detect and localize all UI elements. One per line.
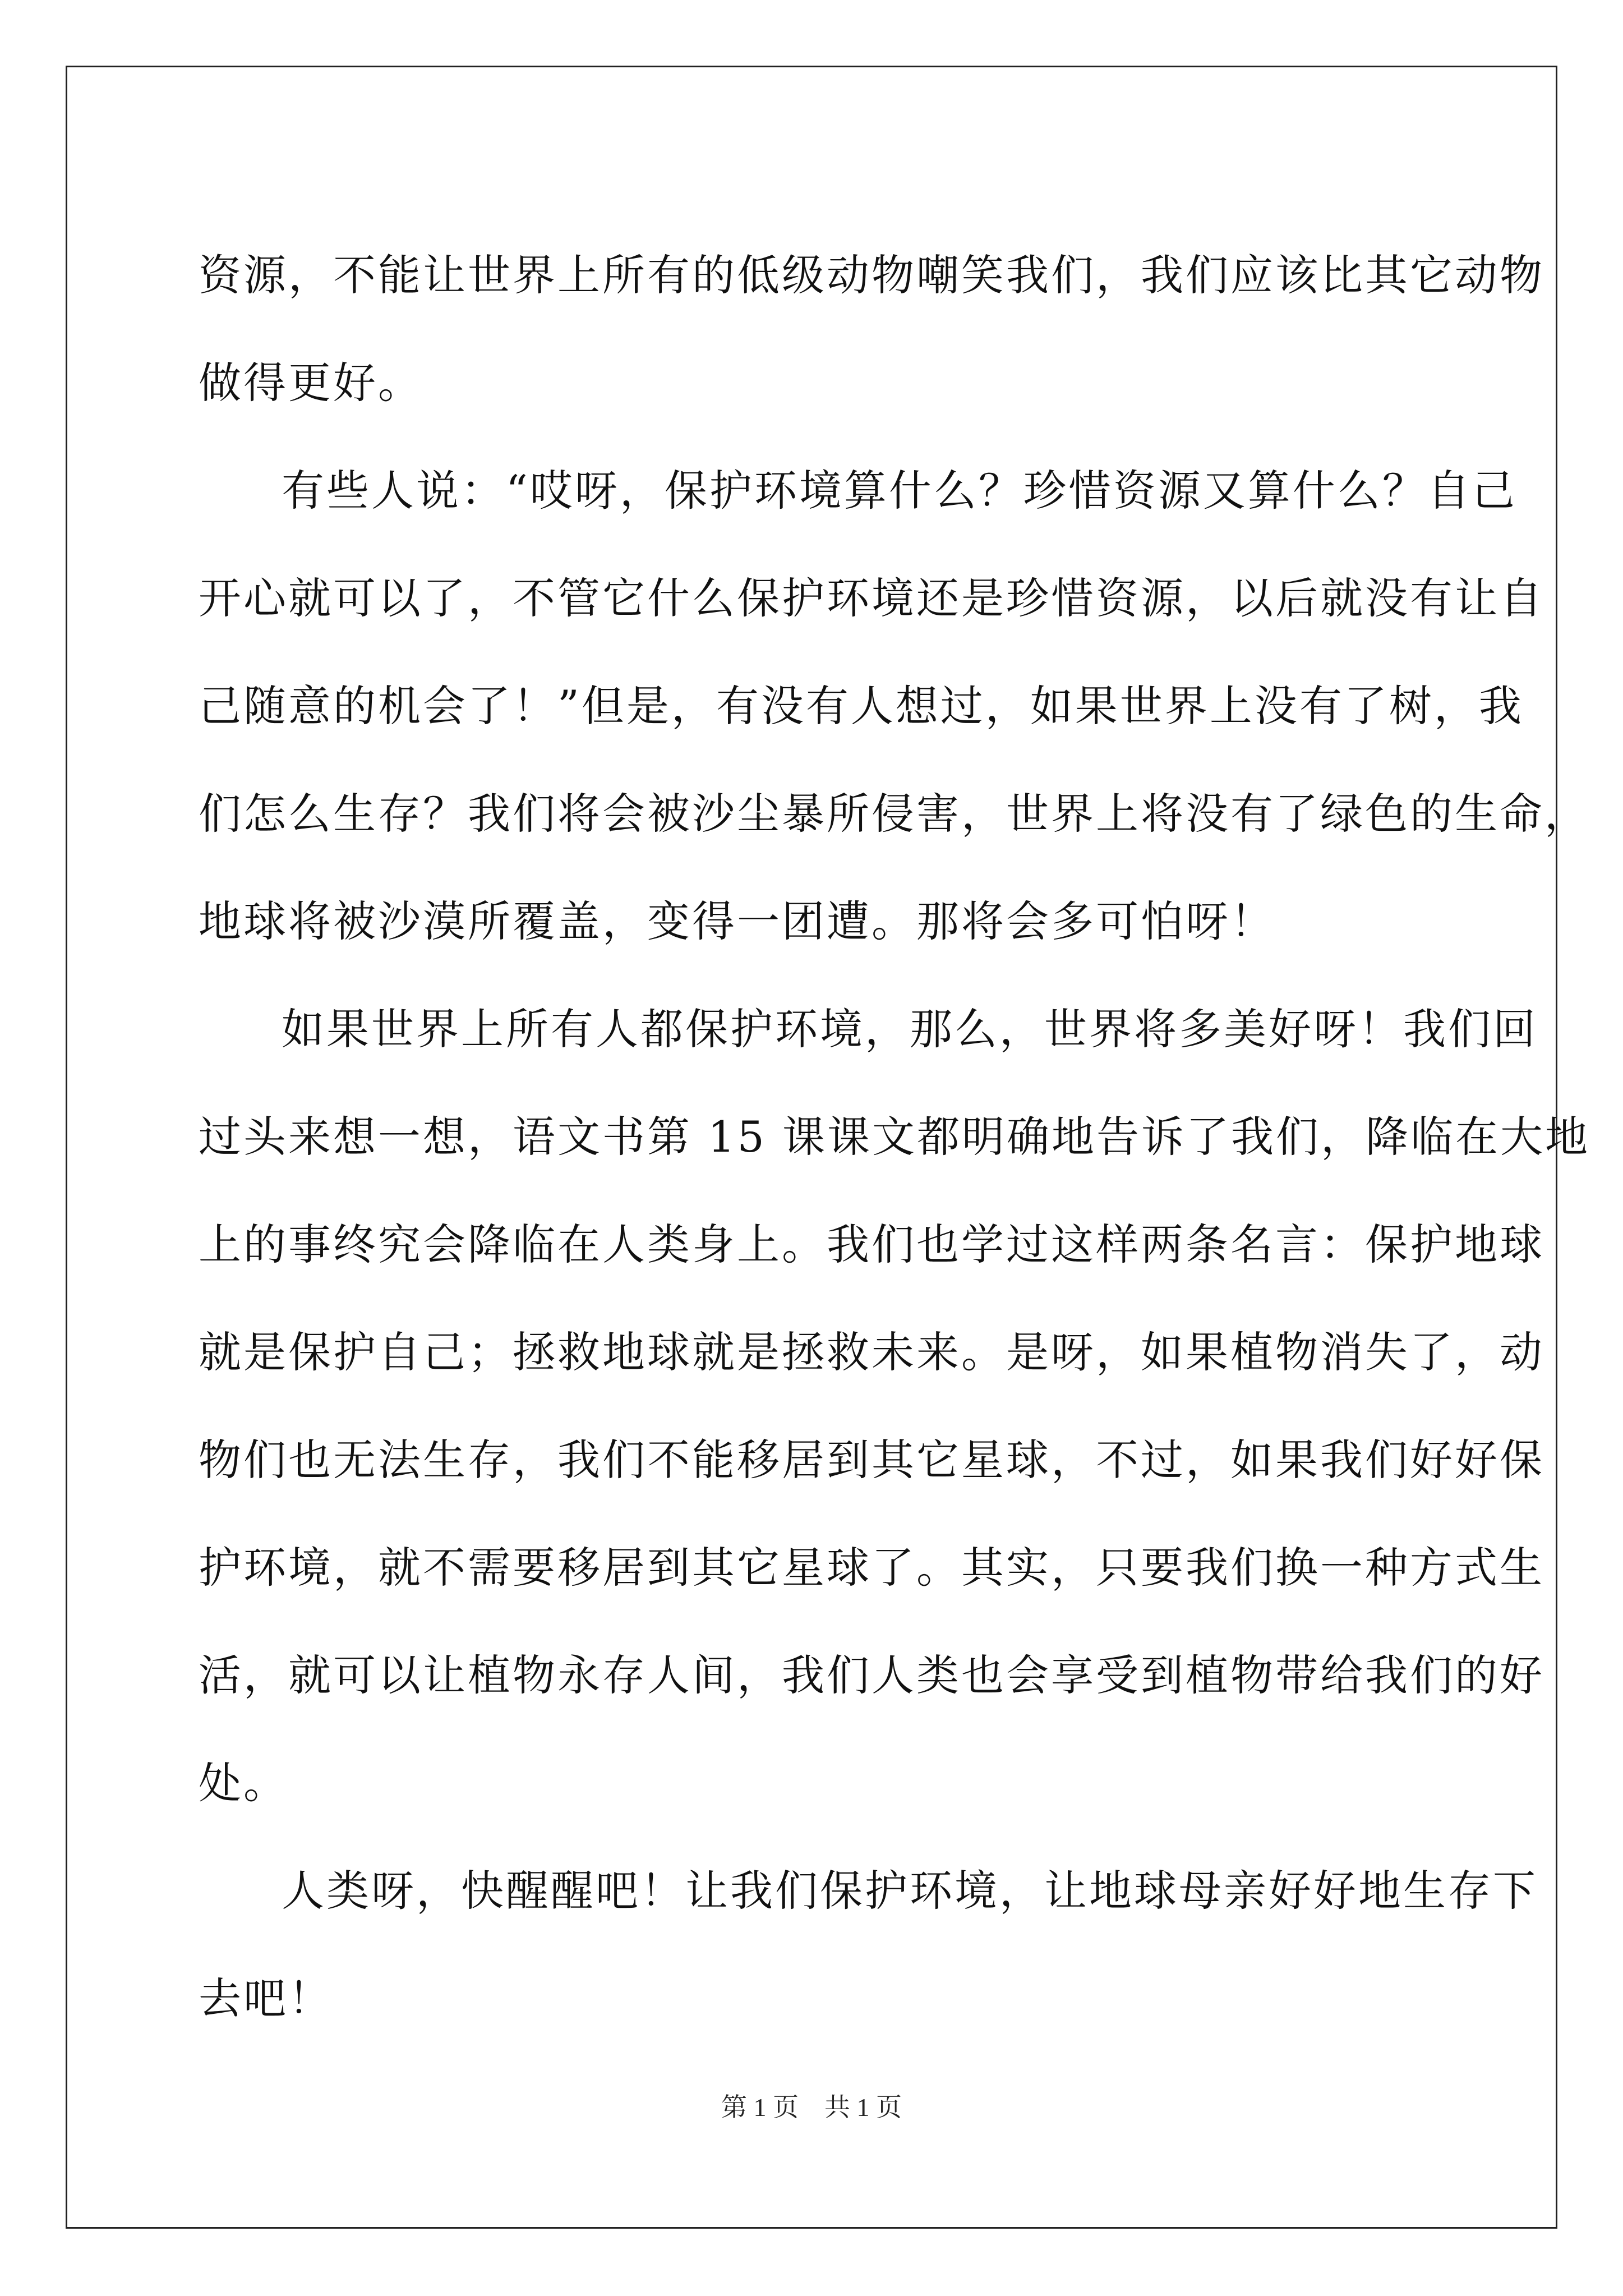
text-line: 过头来想一想，语文书第 15 课课文都明确地告诉了我们，降临在大地 (199, 1112, 1590, 1162)
page-footer: 第 1 页 共 1 页 (721, 2093, 902, 2122)
text-line: 己随意的机会了！”但是，有没有人想过，如果世界上没有了树，我 (199, 681, 1524, 731)
text-line: 人类呀，快醒醒吧！让我们保护环境，让地球母亲好好地生存下 (282, 1866, 1538, 1916)
document-body (199, 222, 1590, 2053)
text-line: 资源，不能让世界上所有的低级动物嘲笑我们，我们应该比其它动物 (199, 250, 1544, 300)
text-line: 有些人说：“哎呀，保护环境算什么？珍惜资源又算什么？自己 (282, 466, 1517, 516)
text-line: 们怎么生存？我们将会被沙尘暴所侵害，世界上将没有了绿色的生命， (199, 789, 1589, 839)
text-line: 如果世界上所有人都保护环境，那么，世界将多美好呀！我们回 (282, 1004, 1538, 1054)
text-line: 地球将被沙漠所覆盖，变得一团遭。那将会多可怕呀！ (199, 896, 1275, 946)
text-line: 上的事终究会降临在人类身上。我们也学过这样两条名言：保护地球 (199, 1220, 1544, 1269)
text-line: 护环境，就不需要移居到其它星球了。其实，只要我们换一种方式生 (199, 1543, 1544, 1593)
text-line: 开心就可以了，不管它什么保护环境还是珍惜资源，以后就没有让自 (199, 573, 1544, 623)
text-line: 去吧！ (199, 1973, 333, 2023)
text-line: 处。 (199, 1758, 288, 1808)
text-line: 活，就可以让植物永存人间，我们人类也会享受到植物带给我们的好 (199, 1650, 1544, 1700)
text-line: 做得更好。 (199, 358, 423, 408)
text-line: 就是保护自己；拯救地球就是拯救未来。是呀，如果植物消失了，动 (199, 1327, 1544, 1377)
text-line: 物们也无法生存，我们不能移居到其它星球，不过，如果我们好好保 (199, 1435, 1544, 1485)
